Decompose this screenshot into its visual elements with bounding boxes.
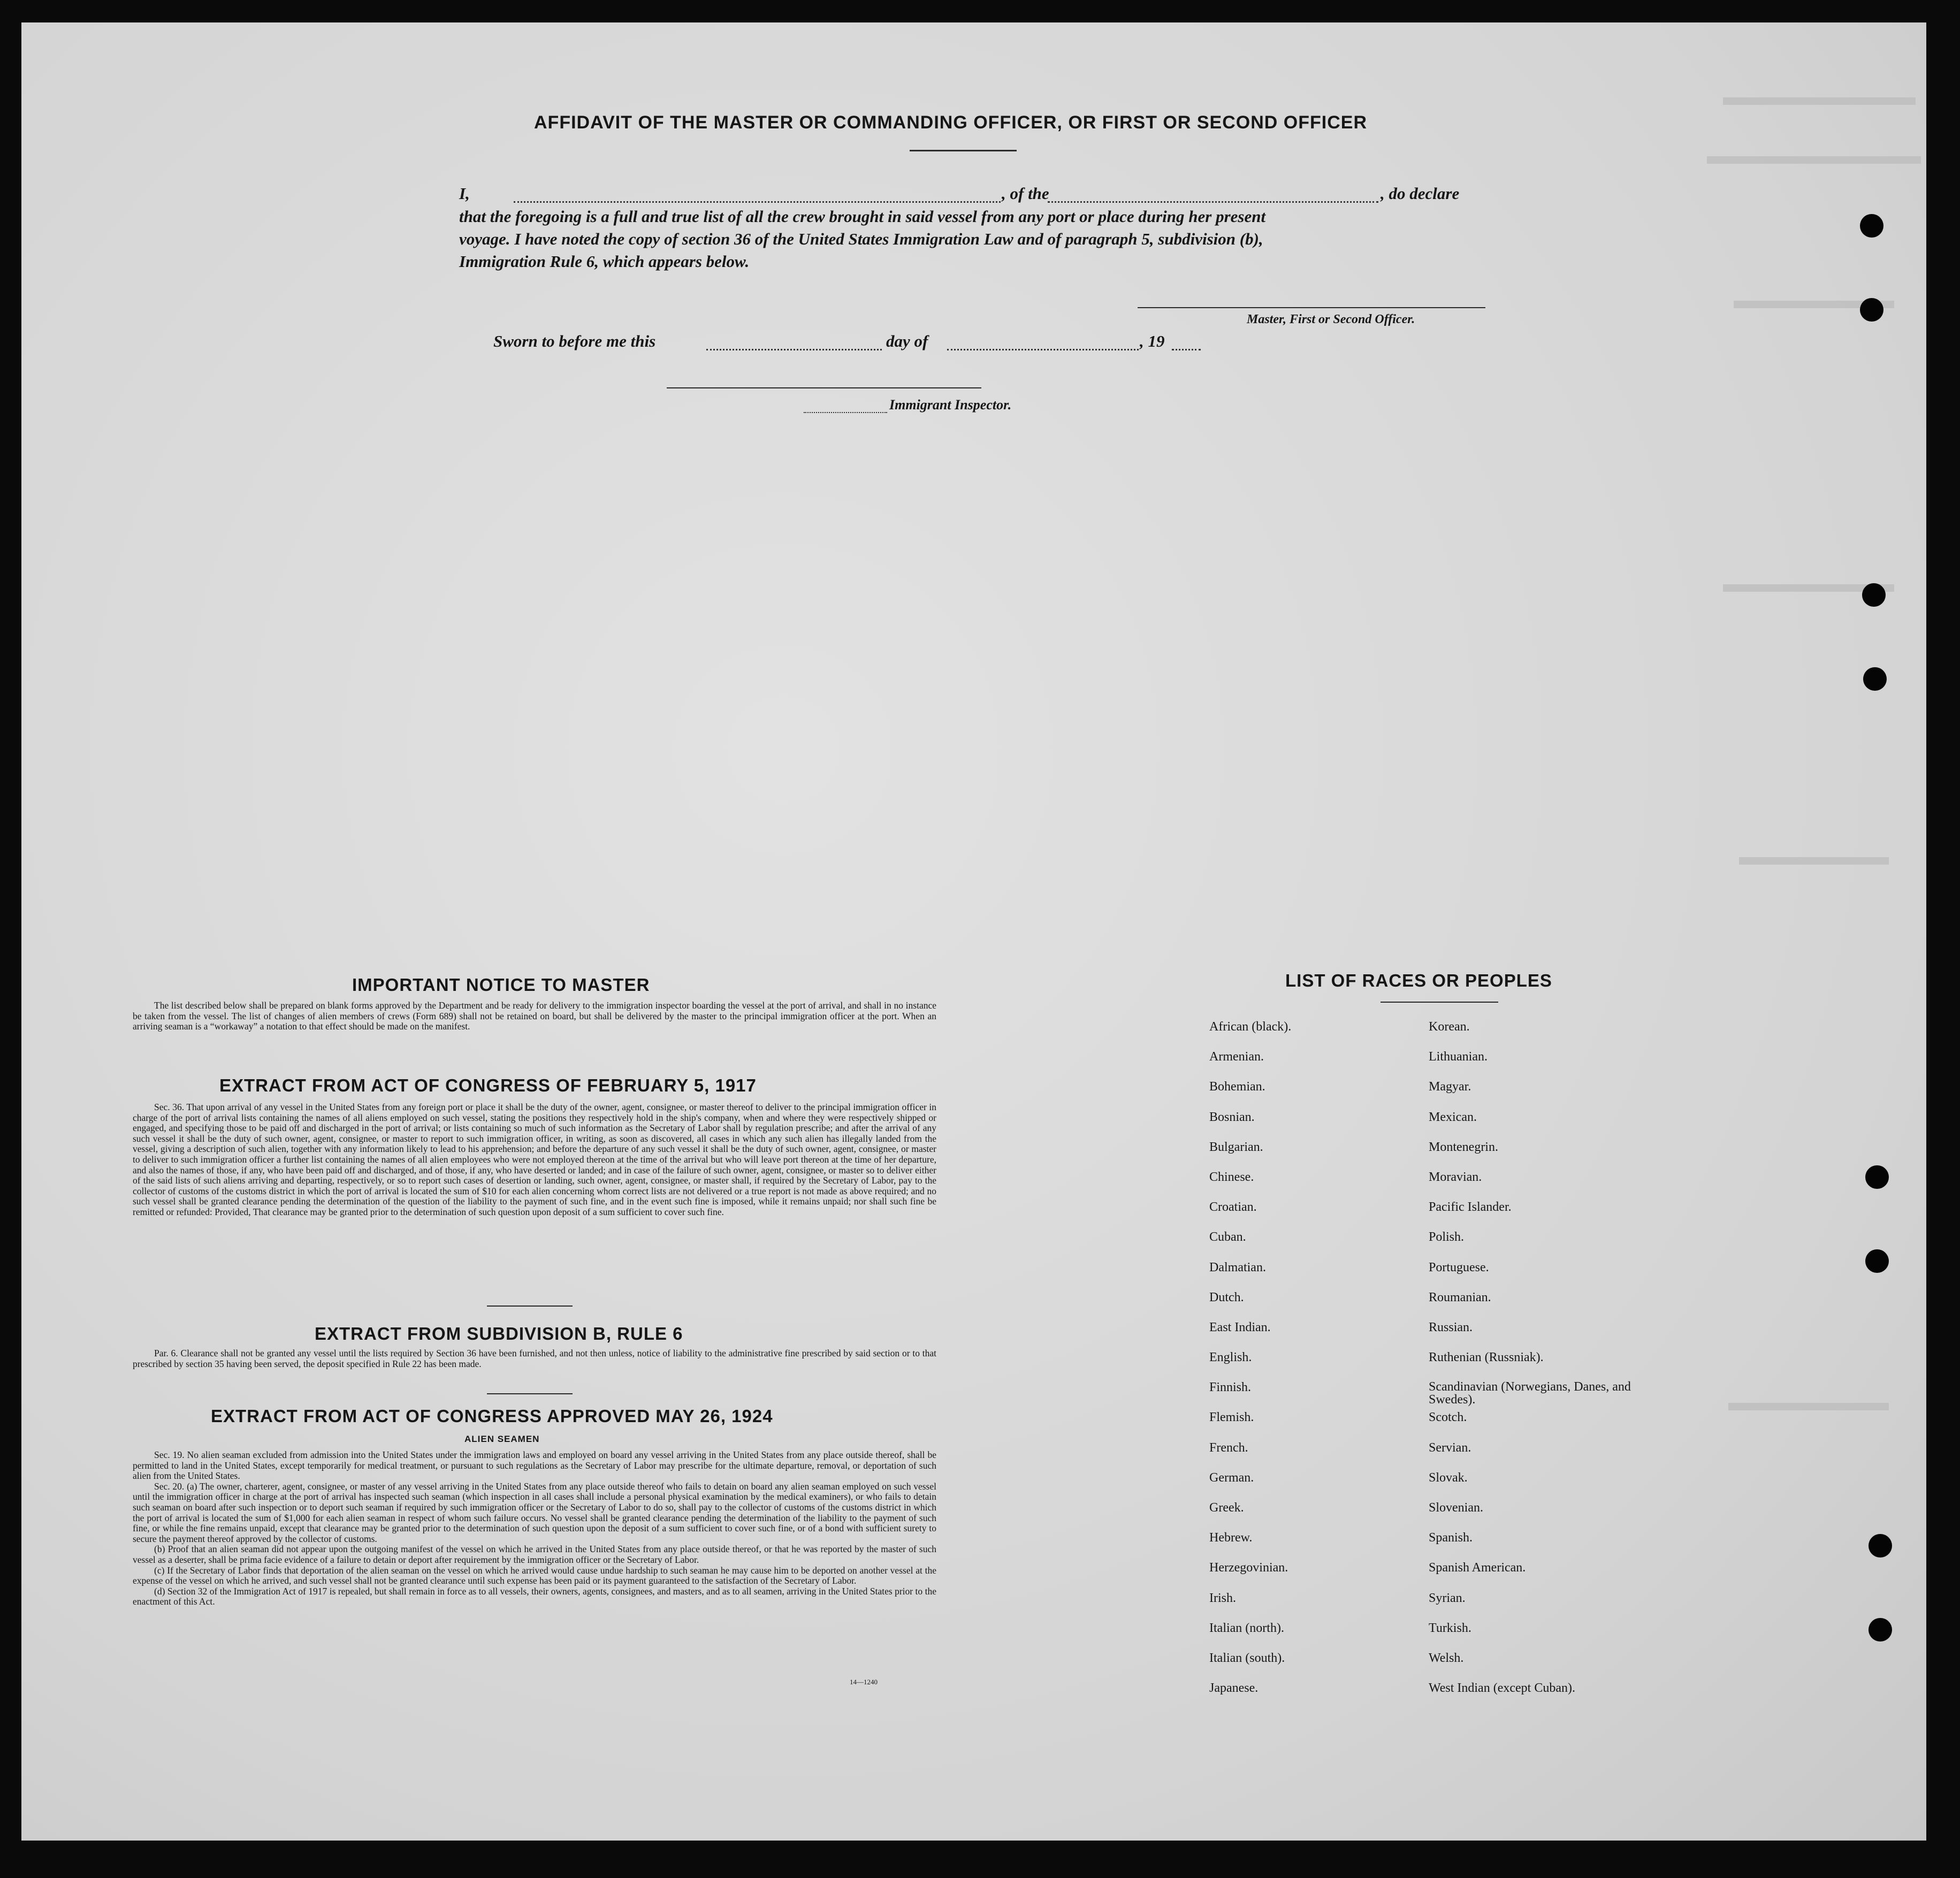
race-item: Korean. bbox=[1429, 1020, 1470, 1034]
race-item: Spanish. bbox=[1429, 1531, 1473, 1545]
race-item: Dalmatian. bbox=[1209, 1260, 1266, 1274]
race-item: East Indian. bbox=[1209, 1320, 1271, 1334]
day-of-label: day of bbox=[886, 332, 928, 350]
declarant-prefix: I, bbox=[459, 184, 470, 203]
race-item: Moravian. bbox=[1429, 1170, 1482, 1184]
race-item: Slovak. bbox=[1429, 1470, 1468, 1485]
race-item: German. bbox=[1209, 1470, 1254, 1485]
race-item: West Indian (except Cuban). bbox=[1429, 1681, 1575, 1696]
race-item: African (black). bbox=[1209, 1020, 1292, 1034]
affidavit-title-rule bbox=[910, 150, 1017, 151]
notice-text: The list described below shall be prepared on blank forms approved by the Department and be ready for delivery to the immigration inspector boarding the vessel at the port of arrival, and shall in no instance be taken from the vessel. The list of changes of alien members of crews (Form 689) shall not be retained on board, but shall be delivered by the master to the principal immigration officer at the port. When an arriving seaman is a “workaway” a notation to that effect should be made on the manifest. bbox=[133, 1000, 936, 1032]
race-item: Italian (north). bbox=[1209, 1621, 1284, 1635]
extract-1924-sec19: Sec. 19. No alien seaman excluded from admission into the United States under the immigration laws and employed on board any vessel arriving in the United States from any place outside thereof, shall be permitted to land in the United States, except temporarily for medical treatment, or pursuant to such regulations as the Secretary of Labor may prescribe for the ultimate departure, removal, or deportation of such alien from the United States. bbox=[133, 1449, 936, 1482]
sworn-label: Sworn to before me this bbox=[493, 332, 656, 350]
races-left-column bbox=[1209, 1020, 1291, 1711]
race-item: Flemish. bbox=[1209, 1410, 1254, 1425]
extract-1924-sec20b: (b) Proof that an alien seaman did not appear upon the outgoing manifest of the vessel on which he arrived in the United States from any place outside thereof, or that he was reported by the master of such vessel as a deserter, shall be prima facie evidence of a failure to detain or deport after requirement by the immigration officer or the Secretary of Labor. bbox=[133, 1544, 936, 1565]
race-item: Russian. bbox=[1429, 1320, 1473, 1334]
race-item: Mexican. bbox=[1429, 1110, 1477, 1124]
affidavit-title: AFFIDAVIT OF THE MASTER OR COMMANDING OFFICER, OR FIRST OR SECOND OFFICER bbox=[534, 112, 1367, 133]
sworn-day-field[interactable] bbox=[706, 349, 882, 350]
race-item: Roumanian. bbox=[1429, 1290, 1491, 1304]
extract-rule6-text: Par. 6. Clearance shall not be granted any vessel until the lists required by Section 36 have been furnished, and not then unless, notice of liability to the administrative fine prescribed by said section or to that prescribed by section 35 having been served, the deposit specified in Rule 22 has been made. bbox=[133, 1348, 936, 1369]
do-declare-label: , do declare bbox=[1381, 184, 1460, 203]
punch-hole-2 bbox=[1860, 298, 1883, 322]
punch-hole-1 bbox=[1860, 214, 1883, 238]
notice-title: IMPORTANT NOTICE TO MASTER bbox=[352, 975, 650, 995]
race-item: Greek. bbox=[1209, 1501, 1244, 1515]
race-item: Japanese. bbox=[1209, 1681, 1259, 1696]
extract-1924-title: EXTRACT FROM ACT OF CONGRESS APPROVED MAY 26, 1924 bbox=[211, 1406, 773, 1426]
race-item: Syrian. bbox=[1429, 1591, 1466, 1605]
races-right-column bbox=[1429, 1020, 1632, 1711]
extract-1924-sec20d: (d) Section 32 of the Immigration Act of 1917 is repealed, but shall remain in force as to all vessels, their owners, agents, consignees, and masters, and as to all seamen, arriving in the United States prior to the enactment of this Act. bbox=[133, 1585, 936, 1607]
declaration-line-4: Immigration Rule 6, which appears below. bbox=[459, 252, 750, 271]
race-item: Turkish. bbox=[1429, 1621, 1471, 1635]
vessel-name-field[interactable] bbox=[1048, 201, 1378, 203]
of-the-label: , of the bbox=[1002, 184, 1049, 203]
race-item: Portuguese. bbox=[1429, 1260, 1489, 1274]
race-item: Bosnian. bbox=[1209, 1110, 1255, 1124]
extract-1924-body bbox=[133, 1450, 936, 1607]
master-signature-line[interactable] bbox=[1138, 307, 1485, 308]
extract-rule6-title: EXTRACT FROM SUBDIVISION B, RULE 6 bbox=[315, 1324, 683, 1343]
race-item: Montenegrin. bbox=[1429, 1140, 1498, 1154]
punch-hole-6 bbox=[1865, 1249, 1889, 1273]
race-item: Cuban. bbox=[1209, 1230, 1246, 1245]
race-item: Welsh. bbox=[1429, 1651, 1464, 1665]
race-item: English. bbox=[1209, 1350, 1252, 1365]
extract-1917-title: EXTRACT FROM ACT OF CONGRESS OF FEBRUARY 5, 1917 bbox=[219, 1075, 757, 1095]
sworn-year-field[interactable] bbox=[1172, 349, 1201, 350]
race-item: Slovenian. bbox=[1429, 1501, 1483, 1515]
race-item: Finnish. bbox=[1209, 1380, 1252, 1395]
section-divider-1 bbox=[487, 1306, 573, 1307]
race-item: French. bbox=[1209, 1440, 1248, 1455]
declaration-line-2: that the foregoing is a full and true list of all the crew brought in said vessel from any port or place during her present bbox=[459, 207, 1266, 226]
year-prefix-label: , 19 bbox=[1140, 332, 1165, 350]
race-item: Chinese. bbox=[1209, 1170, 1254, 1184]
punch-hole-7 bbox=[1869, 1534, 1892, 1558]
race-item: Pacific Islander. bbox=[1429, 1200, 1512, 1215]
race-item: Polish. bbox=[1429, 1230, 1465, 1245]
master-signature-label: Master, First or Second Officer. bbox=[1247, 312, 1415, 326]
inspector-label: Immigrant Inspector. bbox=[889, 397, 1012, 413]
inspector-prefix-field[interactable] bbox=[804, 412, 887, 413]
sworn-month-field[interactable] bbox=[947, 349, 1139, 350]
race-item: Bohemian. bbox=[1209, 1080, 1265, 1094]
race-item: Hebrew. bbox=[1209, 1531, 1253, 1545]
punch-hole-8 bbox=[1869, 1618, 1892, 1642]
extract-1924-sec20c: (c) If the Secretary of Labor finds that deportation of the alien seaman on the vessel on which he arrived would cause undue hardship to such seaman he may cause him to be deported on another vessel at the expense of the vessel on which he arrived, and such vessel shall not be granted clearance until such expense has been paid or its payment guaranteed to the satisfaction of the Secretary of Labor. bbox=[133, 1564, 936, 1586]
race-item: Herzegovinian. bbox=[1209, 1561, 1288, 1575]
race-item: Lithuanian. bbox=[1429, 1050, 1488, 1064]
extract-1917-text: Sec. 36. That upon arrival of any vessel in the United States from any foreign port or place it shall be the duty of the owner, agent, consignee, or master thereof to deliver to the principal immigration officer in charge of the port of arrival lists containing the names of all aliens employed on such vessel, stating the positions they respectively hold in the ship's company, when and where they were respectively shipped or engaged, and specifying those to be paid off and discharged in the port of arrival; or lists containing so much of such information as the Secretary of Labor shall by regulation prescribe; and after the arrival of any such vessel it shall be the duty of such owner, agent, consignee, or master to report to such immigration officer, in writing, as soon as discovered, all cases in which any such alien has illegally landed from the vessel, giving a description of such alien, together with any information likely to lead to his apprehension; and before the departure of any such vessel it shall be the duty of such owner, agent, consignee, or master to deliver to such immigration officer a further list containing the names of all alien employees who were not employed thereon at the time of the arrival but who will leave port thereon at the time of her departure, and also the names of those, if any, who have been paid off and discharged, and of those, if any, who have deserted or landed; and in case of the failure of such owner, agent, consignee, or master so to deliver either of the said lists of such aliens arriving and departing, respectively, or so to report such cases of desertion or landing, such owner, agent, consignee, or master shall, if required by the Secretary of Labor, pay to the collector of customs of the customs district in which the port of arrival is located the sum of $10 for each alien concerning whom correct lists are not delivered or a true report is not made as above required; and no such vessel shall be granted clearance pending the determination of the question of the liability to the payment of such fine, and in the event such fine is imposed, while it remains unpaid; nor shall such fine be remitted or refunded: Provided, That clearance may be granted prior to the determination of such question upon deposit of a sum sufficient to cover such fine. bbox=[133, 1102, 936, 1217]
punch-hole-4 bbox=[1863, 667, 1887, 691]
race-item: Spanish American. bbox=[1429, 1561, 1526, 1575]
race-item: Dutch. bbox=[1209, 1290, 1244, 1304]
races-title: LIST OF RACES OR PEOPLES bbox=[1285, 971, 1552, 990]
race-item: Magyar. bbox=[1429, 1080, 1471, 1094]
declaration-line-3: voyage. I have noted the copy of section 36 of the United States Immigration Law and of paragraph 5, subdivision (b), bbox=[459, 230, 1263, 248]
race-item: Armenian. bbox=[1209, 1050, 1264, 1064]
race-item: Scotch. bbox=[1429, 1410, 1467, 1425]
punch-hole-5 bbox=[1865, 1165, 1889, 1189]
inspector-signature-line[interactable] bbox=[667, 387, 981, 388]
race-item: Bulgarian. bbox=[1209, 1140, 1263, 1154]
section-divider-2 bbox=[487, 1393, 573, 1394]
extract-1924-subtitle: ALIEN SEAMEN bbox=[464, 1434, 540, 1444]
bleed-through-area bbox=[1702, 22, 1926, 1841]
extract-1924-sec20a: Sec. 20. (a) The owner, charterer, agent, consignee, or master of any vessel arriving in the United States from any place outside thereof who fails to detain on board any alien seaman employed on such vessel until the immigration officer in charge at the port of arrival has inspected such seaman (which inspection in all cases shall include a personal physical examination by the medical examiners), or who fails to detain such seaman on board after such inspection or to deport such seaman if required by such immigration officer or the Secretary of Labor to do so, shall pay to the collector of customs of the customs district in which the port of arrival is located the sum of $1,000 for each alien seaman in respect of whom such failure occurs. No vessel shall be granted clearance pending the determination of the liability to the payment of such fine, or while the fine remains unpaid, except that clearance may be granted prior to the determination of such question upon the deposit of a sum sufficient to cover such fine, or of a bond with sufficient surety to secure the payment thereof approved by the collector of customs. bbox=[133, 1480, 936, 1544]
race-item: Ruthenian (Russniak). bbox=[1429, 1350, 1544, 1365]
race-item: Servian. bbox=[1429, 1440, 1471, 1455]
punch-hole-3 bbox=[1862, 583, 1886, 607]
race-item: Croatian. bbox=[1209, 1200, 1257, 1215]
document-page bbox=[21, 22, 1926, 1841]
race-item: Irish. bbox=[1209, 1591, 1236, 1605]
races-title-rule bbox=[1381, 1002, 1498, 1003]
form-number: 14—1240 bbox=[850, 1678, 878, 1686]
declarant-name-field[interactable] bbox=[514, 201, 1001, 203]
race-item: Italian (south). bbox=[1209, 1651, 1285, 1665]
race-item: Scandinavian (Norwegians, Danes, and Swedes). bbox=[1429, 1380, 1631, 1407]
